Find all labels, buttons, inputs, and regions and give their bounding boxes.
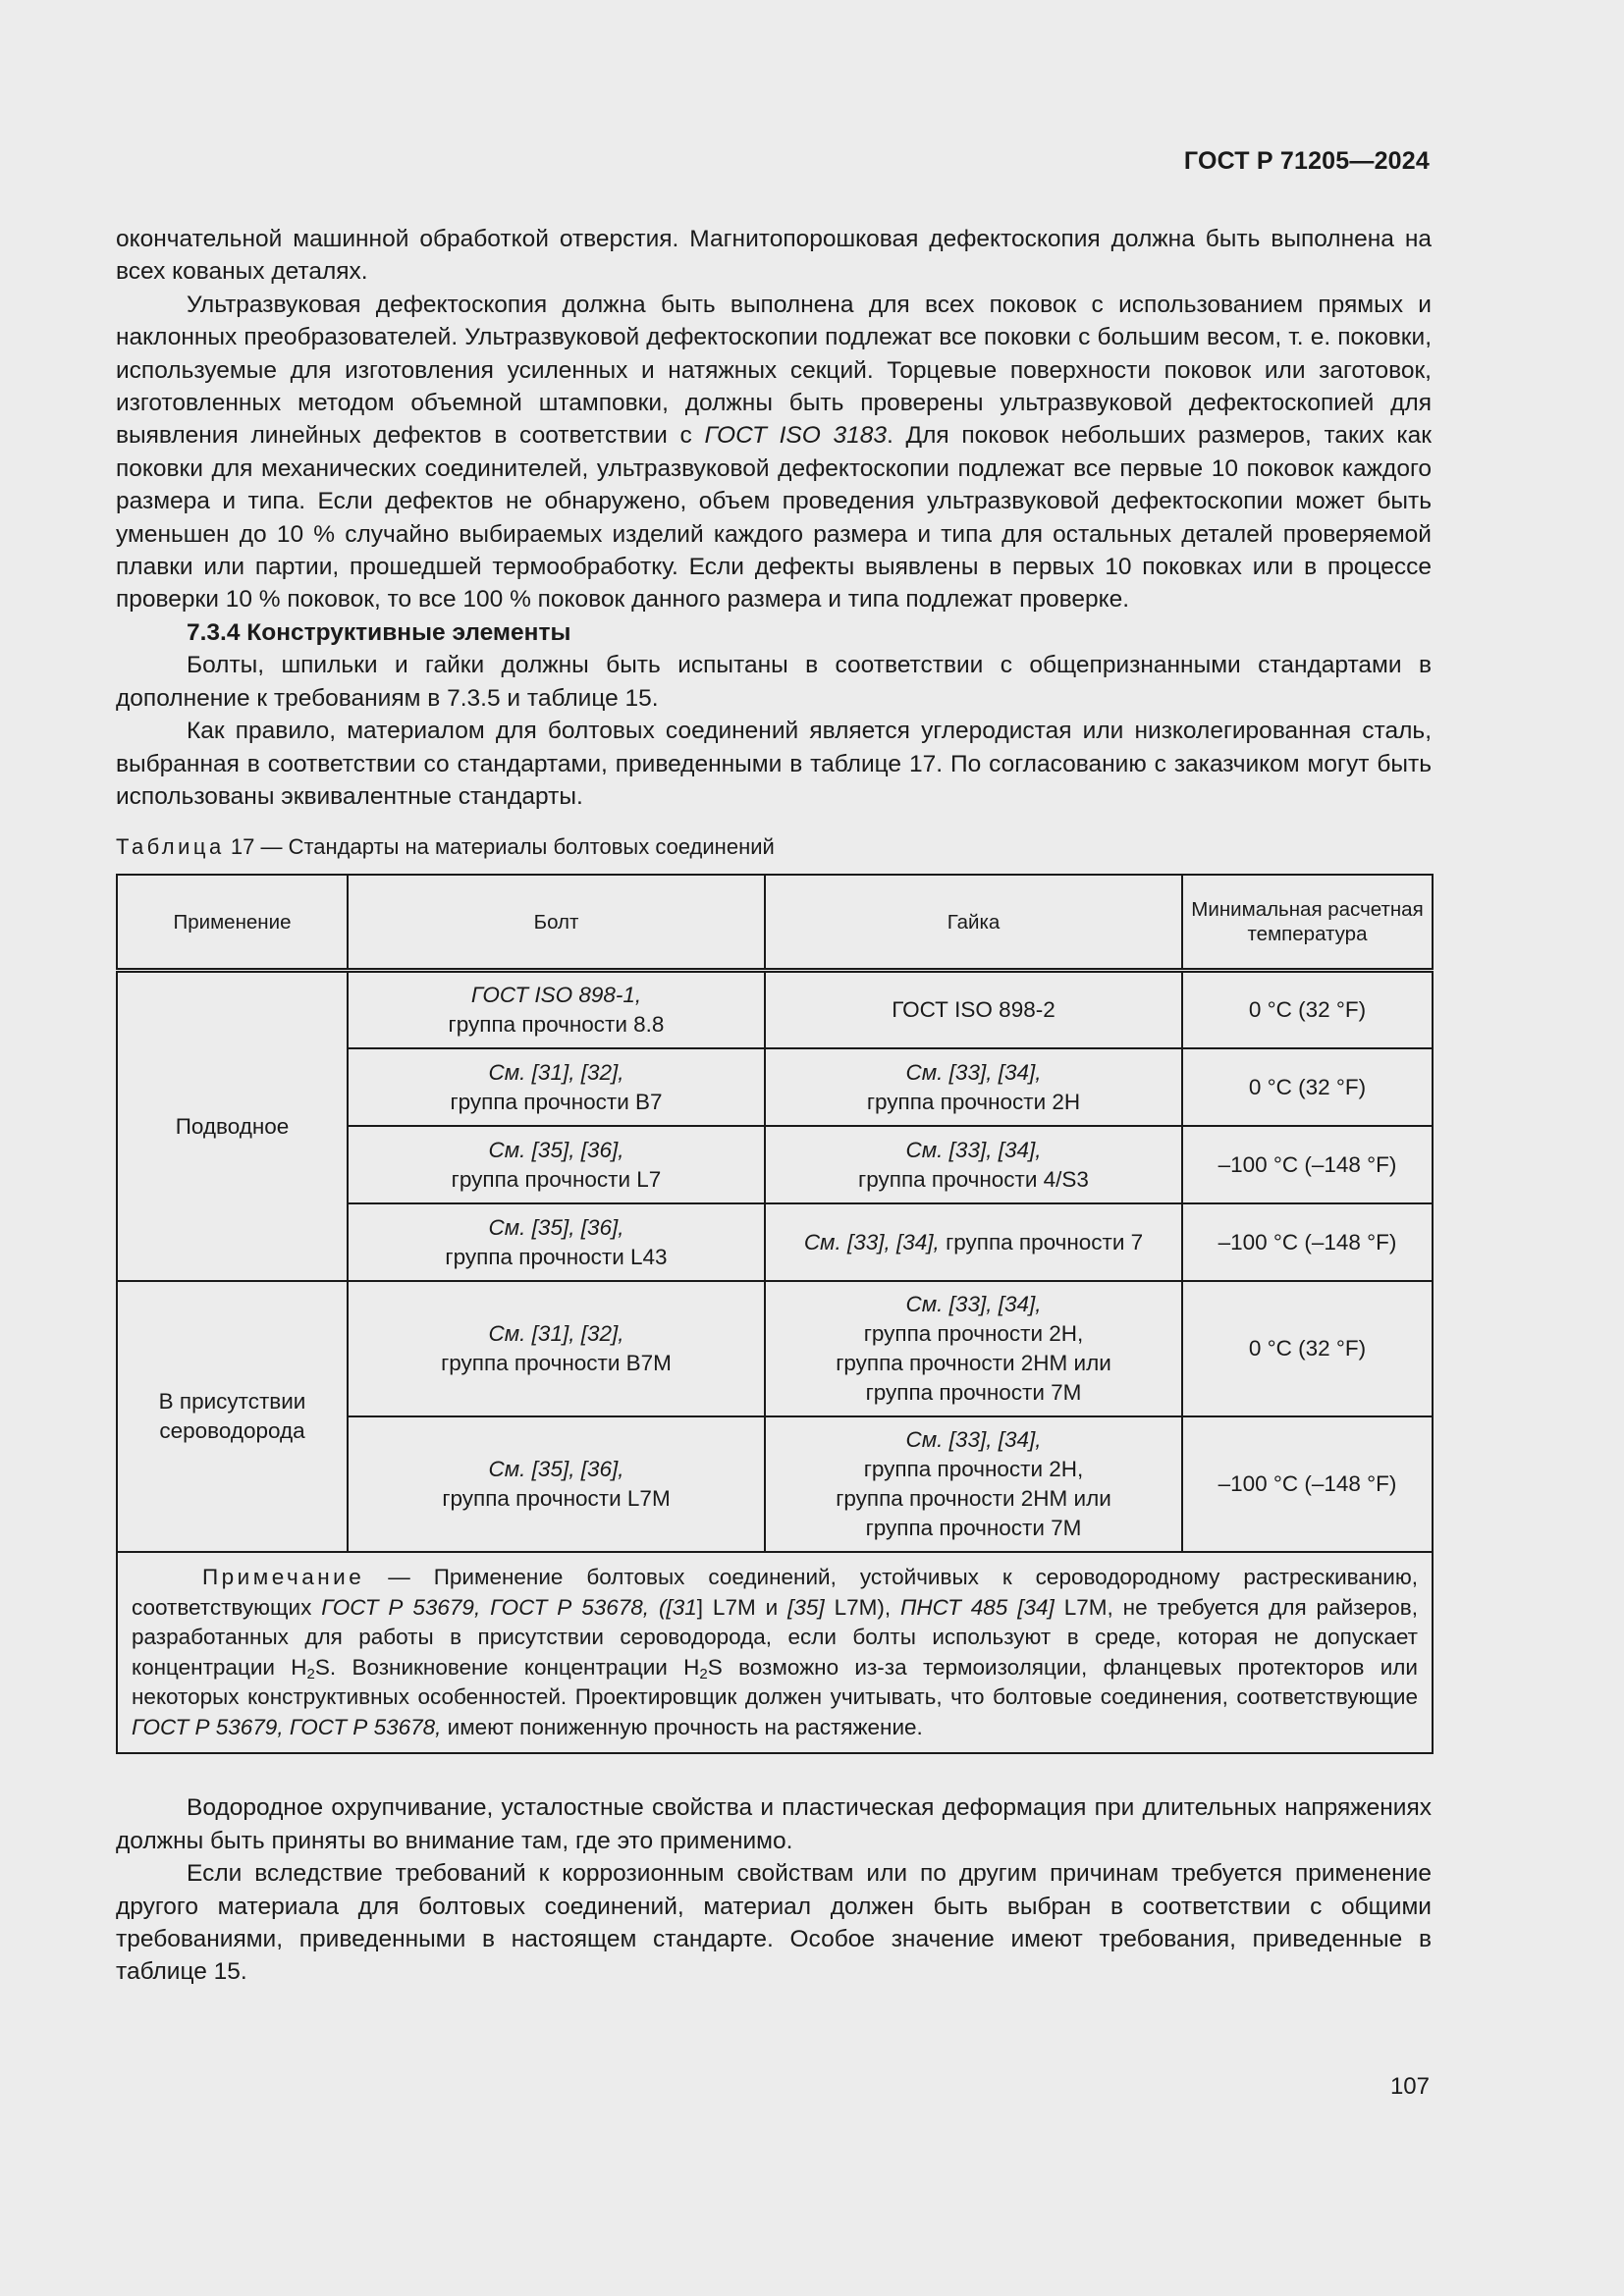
bolt-materials-table (116, 874, 1434, 1754)
temperature-cell: –100 °С (–148 °F) (1182, 1203, 1433, 1281)
bolt-cell: См. [35], [36], группа прочности L43 (348, 1203, 765, 1281)
section-heading: 7.3.4 Конструктивные элементы (187, 618, 571, 646)
nut-cell: См. [33], [34], группа прочности 2H, группа прочности 2HM или группа прочности 7M (765, 1416, 1182, 1552)
column-header: Болт (348, 875, 765, 971)
column-header: Минимальная расчетная температура (1182, 875, 1433, 971)
page-number: 107 (1389, 2073, 1430, 2100)
application-cell: В присутствии сероводорода (117, 1281, 348, 1552)
temperature-cell: 0 °С (32 °F) (1182, 971, 1433, 1049)
temperature-cell: –100 °С (–148 °F) (1182, 1126, 1433, 1203)
table-note: Примечание — Применение болтовых соединений, устойчивых к сероводородному растрескиванию, соответствующих ГОСТ Р 53679, ГОСТ Р 53678, ([31] L7M и [35] L7M), ПНСТ 485 [34] L7M, не требуется для райзеров, разработанных для работы в присутствии сероводорода, если болты используют в среде, которая не допускает концентрации $H_2S$. Возникновение концентрации $H_2S$ возможно из-за термоизоляции, фланцевых протекторов или некоторых конструктивных особенностей. Проектировщик должен учитывать, что болтовые соединения, соответствующие ГОСТ Р 53679, ГОСТ Р 53678, имеют пониженную прочность на растяжение. (117, 1552, 1433, 1753)
paragraph: Ультразвуковая дефектоскопия должна быть выполнена для всех поковок с использованием прямых и наклонных преобразователей. Ультразвуковой дефектоскопии подлежат все поковки с большим весом, т. е. поковки, используемые для изготовления усиленных и натяжных секций. Торцевые поверхности поковок или заготовок, изготовленных методом объемной штамповки, должны быть проверены ультразвуковой дефектоскопией для выявления линейных дефектов в соответствии с ГОСТ ISO 3183. Для поковок небольших размеров, таких как поковки для механических соединителей, ультразвуковой дефектоскопии подлежат все первые 10 поковок каждого размера и типа. Если дефектов не обнаружено, объем проведения ультразвуковой дефектоскопии может быть уменьшен до 10 % случайно выбираемых изделий каждого размера и типа для остальных деталей проверяемой плавки или партии, прошедшей термообработку. Если дефекты выявлены в первых 10 поковках или в процессе проверки 10 % поковок, то все 100 % поковок данного размера и типа подлежат проверке. (116, 291, 1432, 614)
temperature-cell: –100 °С (–148 °F) (1182, 1416, 1433, 1552)
table-row (117, 971, 1433, 1049)
bolt-cell: См. [31], [32], группа прочности B7 (348, 1048, 765, 1126)
paragraph: окончательной машинной обработкой отверстия. Магнитопорошковая дефектоскопия должна быть выполнена на всех кованых деталях. (116, 226, 1432, 286)
nut-cell: См. [33], [34], группа прочности 2H, группа прочности 2HM или группа прочности 7M (765, 1281, 1182, 1416)
table-row (117, 1281, 1433, 1416)
temperature-cell: 0 °С (32 °F) (1182, 1048, 1433, 1126)
document-code: ГОСТ Р 71205—2024 (1183, 147, 1430, 175)
paragraph: Водородное охрупчивание, усталостные свойства и пластическая деформация при длительных напряжениях должны быть приняты во внимание там, где это применимо. (116, 1794, 1432, 1854)
standard-reference: ГОСТ ISO 3183 (704, 422, 888, 450)
nut-cell: ГОСТ ISO 898-2 (765, 971, 1182, 1049)
temperature-cell: 0 °С (32 °F) (1182, 1281, 1433, 1416)
table-header-row (117, 875, 1433, 971)
nut-cell: См. [33], [34], группа прочности 4/S3 (765, 1126, 1182, 1203)
table-note-row (117, 1552, 1433, 1753)
nut-cell: См. [33], [34], группа прочности 2H (765, 1048, 1182, 1126)
bolt-cell: См. [35], [36], группа прочности L7 (348, 1126, 765, 1203)
paragraph: Болты, шпильки и гайки должны быть испытаны в соответствии с общепризнанными стандартами в дополнение к требованиям в 7.3.5 и таблице 15. (116, 652, 1432, 712)
column-header: Гайка (765, 875, 1182, 971)
bolt-cell: См. [31], [32], группа прочности B7M (348, 1281, 765, 1416)
paragraph: Если вследствие требований к коррозионным свойствам или по другим причинам требуется применение другого материала для болтовых соединений, материал должен быть выбран в соответствии с общими требованиями, приведенными в настоящем стандарте. Особое значение имеют требования, приведенные в таблице 15. (116, 1860, 1432, 1986)
table-caption: Таблица 17 — Стандарты на материалы болтовых соединений (116, 834, 775, 860)
column-header: Применение (117, 875, 348, 971)
bolt-cell: ГОСТ ISO 898-1, группа прочности 8.8 (348, 971, 765, 1049)
paragraph: Как правило, материалом для болтовых соединений является углеродистая или низколегированная сталь, выбранная в соответствии со стандартами, приведенными в таблице 17. По согласованию с заказчиком могут быть использованы эквивалентные стандарты. (116, 718, 1432, 810)
nut-cell: См. [33], [34], группа прочности 7 (765, 1203, 1182, 1281)
application-cell: Подводное (117, 971, 348, 1282)
bolt-cell: См. [35], [36], группа прочности L7M (348, 1416, 765, 1552)
page-content (116, 223, 1432, 1989)
